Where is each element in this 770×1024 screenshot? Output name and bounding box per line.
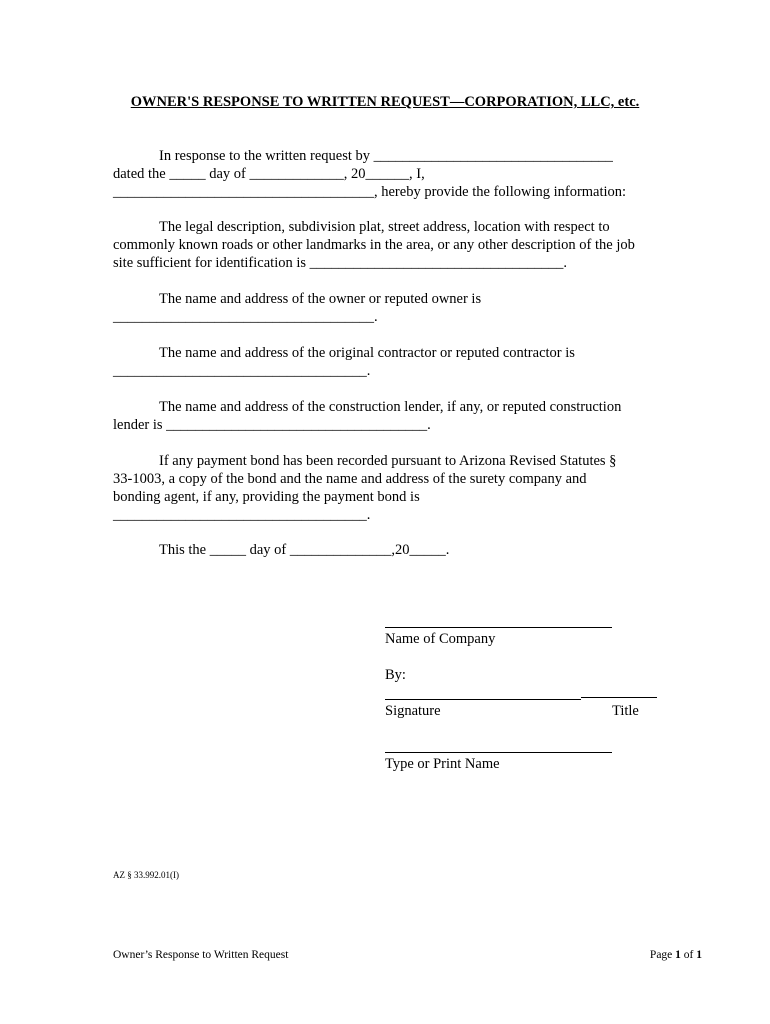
legal-line-1: The legal description, subdivision plat, street address, location with respect to (159, 219, 610, 235)
footer-page-number (650, 949, 702, 961)
page-total: 1 (696, 949, 702, 961)
owner-line-1: The name and address of the owner or reputed owner is (159, 291, 482, 307)
date-line: This the _____ day of ______________,20_____. (159, 542, 450, 558)
by-label: By: (385, 667, 406, 683)
page-prefix: Page (649, 949, 676, 961)
signature-line (385, 699, 581, 700)
owner-paragraph (113, 290, 673, 326)
title-line (581, 697, 657, 698)
company-signature-line (385, 627, 612, 628)
legal-line-2: commonly known roads or other landmarks in the area, or any other description of the job (113, 237, 635, 253)
contractor-line-1: The name and address of the original contractor or reputed contractor is (159, 345, 575, 361)
company-label: Name of Company (385, 631, 496, 647)
legal-description-paragraph (113, 218, 673, 272)
bond-line-3: bonding agent, if any, providing the payment bond is (113, 489, 420, 505)
print-name-label: Type or Print Name (385, 756, 500, 772)
intro-paragraph (113, 147, 673, 201)
title-label: Title (612, 703, 639, 719)
contractor-line-2: ___________________________________. (113, 363, 371, 379)
signature-label: Signature (385, 703, 441, 719)
bond-line-2: 33-1003, a copy of the bond and the name and address of the surety company and (113, 471, 587, 487)
intro-line-3: ____________________________________, hereby provide the following information: (113, 184, 627, 200)
bond-line-4: ___________________________________. (113, 507, 371, 523)
lender-paragraph (113, 398, 673, 434)
statute-code: AZ § 33.992.01(I) (113, 870, 179, 880)
intro-line-2: dated the _____ day of _____________, 20______, I, (113, 166, 425, 182)
date-paragraph (113, 541, 673, 559)
page-mid: of (680, 949, 697, 961)
legal-line-3: site sufficient for identification is ___________________________________. (113, 255, 568, 271)
bond-line-1: If any payment bond has been recorded pursuant to Arizona Revised Statutes § (159, 453, 617, 469)
contractor-paragraph (113, 344, 673, 380)
intro-line-1: In response to the written request by _________________________________ (159, 148, 613, 164)
page-current: 1 (675, 949, 681, 961)
footer-document-name: Owner’s Response to Written Request (113, 949, 289, 961)
lender-line-2: lender is ____________________________________. (113, 417, 431, 433)
bond-paragraph (113, 452, 673, 524)
lender-line-1: The name and address of the construction lender, if any, or reputed construction (159, 399, 622, 415)
owner-line-2: ____________________________________. (113, 309, 378, 325)
document-title: OWNER'S RESPONSE TO WRITTEN REQUEST—CORPORATION, LLC, etc. (130, 94, 640, 110)
print-name-line (385, 752, 612, 753)
